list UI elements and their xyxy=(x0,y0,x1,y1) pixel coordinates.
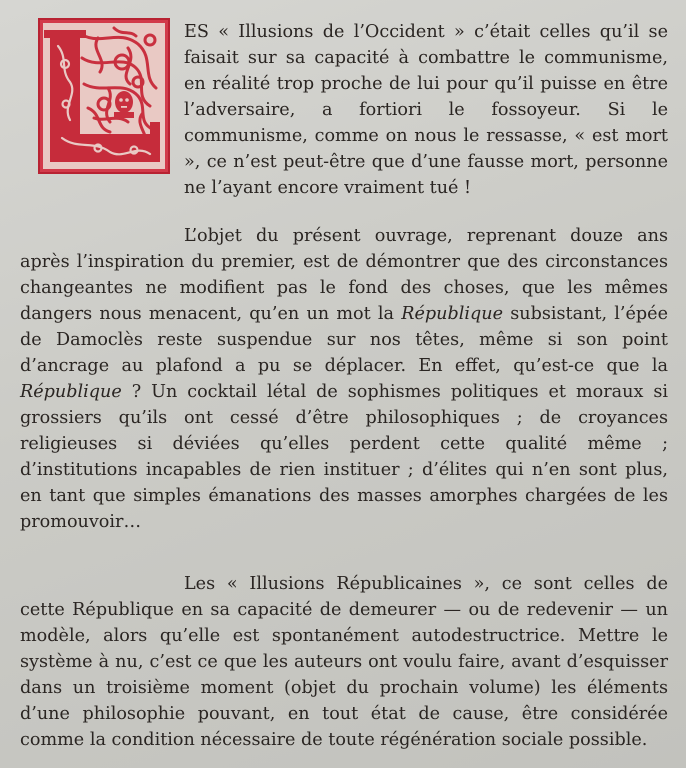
paragraph-2-text-a: L’objet du présent ouvrage, reprenant douze ans après l’inspiration du premier, est de démontrer que des circonstances changeantes ne modifient pas le fond des choses, que les mêmes dangers nous menacent, qu’en un mot la xyxy=(20,226,668,324)
ornamental-initial-icon xyxy=(38,18,170,174)
paragraph-2-italic-republique-1: République xyxy=(401,304,503,324)
paragraph-2-italic-republique-2: République xyxy=(20,382,122,402)
paragraph-2-text-c: ? Un cocktail létal de sophismes politiques et moraux si grossiers qu’ils ont cessé d’être philosophiques ; de croyances religieuses si déviées qu’elles perdent cette qualité même ; d’institutions incapables de rien instituer ; d’élites qui n’en sont plus, en tant que simples émanations des masses amorphes chargées de les promouvoir… xyxy=(20,382,668,532)
paragraph-1: ES « Illusions de l’Occident » c’était celles qu’il se faisait sur sa capacité à combattre le communisme, en réalité trop proche de lui pour qu’il puisse en être l’adversaire, a fortiori le fossoyeur. Si le communisme, comme on nous le ressasse, « est mort », ce n’est peut-être que d’une fausse mort, personne ne l’ayant encore vraiment tué ! xyxy=(184,22,668,198)
decorated-initial-L xyxy=(38,18,170,174)
paragraph-3: Les « Illusions Républicaines », ce sont celles de cette République en sa capacité de demeurer — ou de redevenir — un modèle, alors qu’elle est spontanément autodestructrice. Mettre le système à nu, c’est ce que les auteurs ont voulu faire, avant d’esquisser dans un troisième moment (objet du prochain volume) les éléments d’une philosophie pouvant, en tout état de cause, être considérée comme la condition nécessaire de toute régénération sociale possible. xyxy=(20,574,668,750)
opening-section xyxy=(20,18,668,201)
paragraph-2 xyxy=(20,223,668,535)
paragraph-2-text-b: subsistant, l’épée de Damoclès reste suspendue sur nos têtes, même si son point d’ancrage au plafond a pu se déplacer. En effet, qu’est-ce que la xyxy=(20,304,669,376)
